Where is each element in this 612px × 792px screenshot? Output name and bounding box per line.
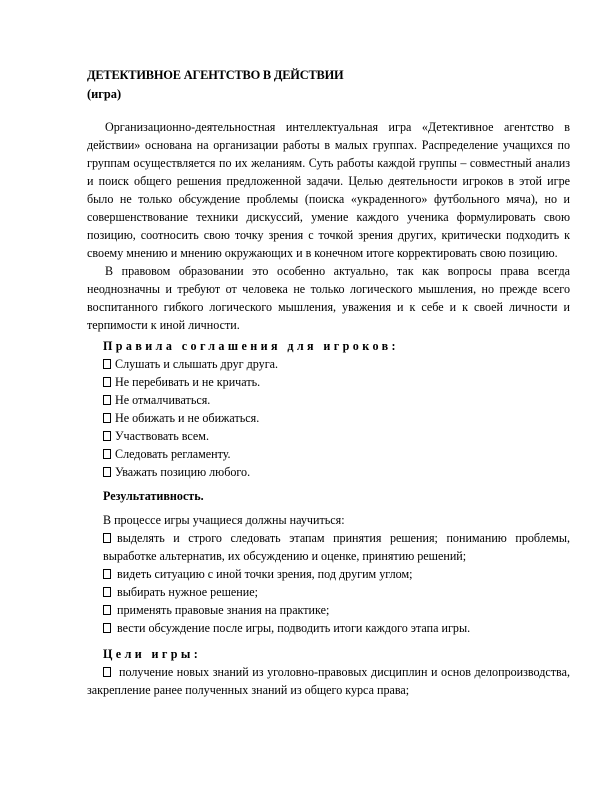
checkbox-square-icon: [103, 569, 111, 579]
result-item: применять правовые знания на практике;: [103, 601, 570, 619]
goal-item: получение новых знаний из уголовно-правовых дисциплин и основ делопроизводства, закрепление ранее полученных знаний из общего курса права;: [87, 665, 570, 697]
checkbox-square-icon: [103, 533, 111, 543]
goals-heading: Цели игры:: [103, 647, 202, 661]
result-item: выделять и строго следовать этапам принятия решения; пониманию проблемы, выработке альтернатив, их обсуждению и оценке, принятию решений;: [103, 531, 570, 563]
rule-item: Следовать регламенту.: [103, 445, 570, 463]
document-title: ДЕТЕКТИВНОЕ АГЕНТСТВО В ДЕЙСТВИИ: [87, 68, 344, 82]
rule-item: Уважать позицию любого.: [103, 463, 570, 481]
checkbox-square-icon: [103, 605, 111, 615]
rule-item: Слушать и слышать друг друга.: [103, 355, 570, 373]
checkbox-square-icon: [103, 623, 111, 633]
result-item: выбирать нужное решение;: [103, 583, 570, 601]
law-education-paragraph: В правовом образовании это особенно актуально, так как вопросы права всегда неоднозначны и требуют от человека не только логического мышления, но прежде всего воспитанного гибкого логического мышления, уважения и к себе и к своей личности и терпимости к иной личности.: [87, 264, 570, 332]
results-intro: В процессе игры учащиеся должны научиться:: [103, 513, 345, 527]
checkbox-square-icon: [103, 667, 111, 677]
document-content: [87, 66, 570, 699]
checkbox-square-icon: [103, 377, 111, 387]
result-item: вести обсуждение после игры, подводить итоги каждого этапа игры.: [103, 619, 570, 637]
rule-item: Не перебивать и не кричать.: [103, 373, 570, 391]
document-subtitle: (игра): [87, 87, 122, 101]
checkbox-square-icon: [103, 467, 111, 477]
checkbox-square-icon: [103, 395, 111, 405]
result-item: видеть ситуацию с иной точки зрения, под другим углом;: [103, 565, 570, 583]
rules-heading: Правила соглашения для игроков:: [103, 339, 399, 353]
rule-item: Не обижать и не обижаться.: [103, 409, 570, 427]
rule-item: Не отмалчиваться.: [103, 391, 570, 409]
intro-paragraph: Организационно-деятельностная интеллектуальная игра «Детективное агентство в действии» основана на организации работы в малых группах. Распределение учащихся по группам осуществляется по их желаниям. Суть работы каждой группы – совместный анализ и поиск общего решения предложенной задачи. Целью деятельности игроков в этой игре было не только обсуждение проблемы (поиска «украденного» футбольного мяча), но и совершенствование техники дискуссий, умение каждого ученика формулировать свою позицию, соотносить свою точку зрения с точкой зрения других, критически подходить к своему мнению и мнению окружающих и в конечном итоге корректировать свою позицию.: [87, 120, 570, 260]
rule-item: Участвовать всем.: [103, 427, 570, 445]
checkbox-square-icon: [103, 449, 111, 459]
checkbox-square-icon: [103, 587, 111, 597]
results-heading: Результативность.: [103, 489, 204, 503]
checkbox-square-icon: [103, 431, 111, 441]
checkbox-square-icon: [103, 413, 111, 423]
checkbox-square-icon: [103, 359, 111, 369]
